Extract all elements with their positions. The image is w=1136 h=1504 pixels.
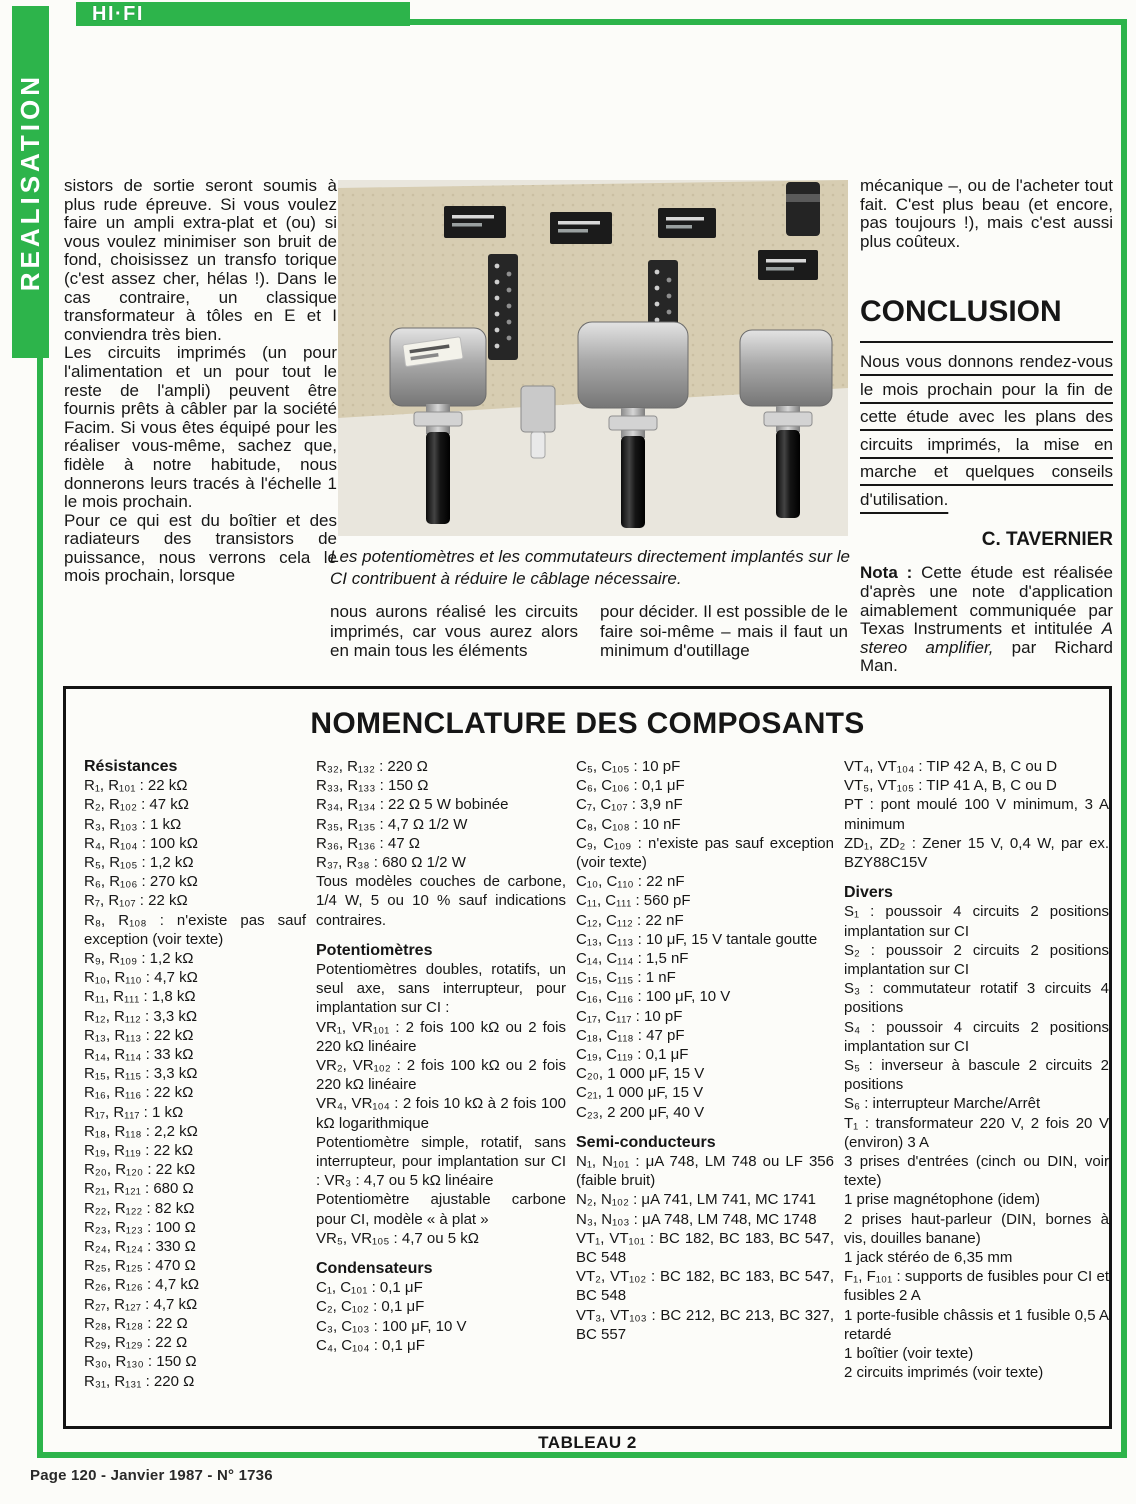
nomenclature-item: C₂₁, 1 000 μF, 15 V [576,1084,704,1102]
nomenclature-item: ZD₁, ZD₂ : Zener 15 V, 0,4 W, par ex. BZY88C15V [844,834,1109,872]
photo-potentiometers [338,180,848,536]
nomenclature-item: R₃₁, R₁₃₁ : 220 Ω [84,1372,195,1390]
ic-chip [758,250,818,280]
conclusion-heading: CONCLUSION [860,295,1062,329]
conclusion-paragraph: Nous vous donnons rendez-vous le mois prochain pour la fin de cette étude avec les plans des circuits imprimés, la mise en marche et quelques conseils d'utilisation. [860,341,1113,513]
realisation-label: REALISATION [15,72,45,292]
nomenclature-item: VR₅, VR₁₀₅ : 4,7 ou 5 kΩ [316,1229,479,1247]
realisation-sidebar [12,6,49,358]
green-frame-left [37,356,43,1456]
nomenclature-item: C₂₀, 1 000 μF, 15 V [576,1065,705,1083]
vertical-component [488,254,518,360]
nomenclature-item: S₄ : poussoir 4 circuits 2 positions implantation sur CI [844,1018,1109,1055]
nomenclature-item: C₁₈, C₁₁₈ : 47 pF [576,1026,685,1044]
nomenclature-column-divers [844,757,1109,1391]
nota-text: par Richard Man. [860,637,1113,676]
green-frame-top [410,19,1127,25]
nomenclature-item: N₃, N₁₀₃ : μA 748, LM 748, MC 1748 [576,1210,817,1228]
nomenclature-item: C₁₂, C₁₁₂ : 22 nF [576,911,684,929]
nomenclature-item: VR₄, VR₁₀₄ : 2 fois 10 kΩ à 2 fois 100 kΩ logarithmique [316,1095,566,1132]
nomenclature-item: R₂₄, R₁₂₄ : 330 Ω [84,1238,196,1256]
nomenclature-item: R₃₇, R₃₈ : 680 Ω 1/2 W [316,854,466,872]
nomenclature-item: 1 boîtier (voir texte) [844,1345,974,1363]
green-frame-right [1121,19,1127,1458]
nomenclature-section-header: Semi-conducteurs [576,1133,716,1151]
nomenclature-section-header: Potentiomètres [316,941,433,959]
nomenclature-item: N₁, N₁₀₁ : μA 748, LM 748 ou LF 356 (faible bruit) [576,1153,834,1190]
nomenclature-item: R₂₉, R₁₂₉ : 22 Ω [84,1334,188,1352]
photo-caption: Les potentiomètres et les commutateurs directement implantés sur le CI contribuent à réduire le câblage nécessaire. [330,547,850,588]
nomenclature-item: Potentiomètre ajustable carbone pour CI, modèle « à plat » [316,1191,566,1228]
nomenclature-item: C₂, C₁₀₂ : 0,1 μF [316,1298,425,1316]
nomenclature-item: VR₂, VR₁₀₂ : 2 fois 100 kΩ ou 2 fois 220 kΩ linéaire [316,1057,566,1094]
nomenclature-item: R₅, R₁₀₅ : 1,2 kΩ [84,854,194,872]
ic-chip [444,206,506,238]
nomenclature-item: 2 prises haut-parleur (DIN, bornes à vis, douilles banane) [844,1210,1109,1247]
nomenclature-item: R₃₃, R₁₃₃ : 150 Ω [316,777,429,795]
nomenclature-item: 1 porte-fusible châssis et 1 fusible 0,5 A retardé [844,1306,1109,1343]
nomenclature-item: R₂₃, R₁₂₃ : 100 Ω [84,1218,196,1236]
nomenclature-item: S₆ : interrupteur Marche/Arrêt [844,1095,1041,1113]
nomenclature-item: R₂₆, R₁₂₆ : 4,7 kΩ [84,1276,200,1294]
nomenclature-item: C₃, C₁₀₃ : 100 μF, 10 V [316,1317,467,1335]
nomenclature-item: C₁₆, C₁₁₆ : 100 μF, 10 V [576,988,731,1006]
nomenclature-item: S₂ : poussoir 2 circuits 2 positions implantation sur CI [844,941,1109,979]
nomenclature-column-potentiometres [316,757,566,1391]
hifi-label: HI·FI [92,2,144,25]
nomenclature-item: R₁₃, R₁₁₃ : 22 kΩ [84,1026,194,1044]
nomenclature-item: VT₂, VT₁₀₂ : BC 182, BC 183, BC 547, BC 548 [576,1268,834,1305]
nomenclature-item: VT₃, VT₁₀₃ : BC 212, BC 213, BC 327, BC 557 [576,1306,834,1343]
nomenclature-item: R₄, R₁₀₄ : 100 kΩ [84,834,198,852]
nomenclature-item: C₈, C₁₀₈ : 10 nF [576,815,681,833]
author-byline: C. TAVERNIER [981,529,1113,551]
nomenclature-item: VT₅, VT₁₀₅ : TIP 41 A, B, C ou D [844,777,1057,795]
nomenclature-section-header: Résistances [84,758,178,775]
ic-chip [658,208,716,238]
electrolytic-capacitor [786,182,820,236]
hifi-section-banner [76,2,410,26]
nomenclature-item: R₃₂, R₁₃₂ : 220 Ω [316,758,428,775]
nomenclature-item: R₂₅, R₁₂₅ : 470 Ω [84,1257,196,1275]
article-paragraph: mécanique –, ou de l'acheter tout fait. C'est plus beau (et encore, pas toujours !), mais c'est aussi plus coûteux. [860,176,1113,251]
nomenclature-item: 1 prise magnétophone (idem) [844,1191,1040,1209]
photo-illustration [338,180,848,536]
article-paragraph: sistors de sortie seront soumis à plus rude épreuve. Si vous voulez faire un ampli extra-plat et (ou) si vous voulez minimiser son bruit de fond, choisissez un transfo torique (c'est assez cher, hélas !). Dans le cas contraire, un classique transformateur à tôles en E et I conviendra très bien. [64,176,337,344]
nomenclature-item: R₁₇, R₁₁₇ : 1 kΩ [84,1103,184,1121]
nomenclature-item: VT₄, VT₁₀₄ : TIP 42 A, B, C ou D [844,758,1058,775]
nomenclature-item: R₁₄, R₁₁₄ : 33 kΩ [84,1046,194,1064]
nomenclature-item: C₁₄, C₁₁₄ : 1,5 nF [576,950,689,968]
nomenclature-item: 1 jack stéréo de 6,35 mm [844,1249,1013,1267]
nomenclature-item: C₁₇, C₁₁₇ : 10 pF [576,1007,683,1025]
page-footer: Page 120 - Janvier 1987 - N° 1736 [30,1467,273,1484]
nomenclature-item: VR₁, VR₁₀₁ : 2 fois 100 kΩ ou 2 fois 220 kΩ linéaire [316,1018,566,1055]
nomenclature-item: C₁₃, C₁₁₃ : 10 μF, 15 V tantale goutte [576,930,818,948]
article-paragraph: Pour ce qui est du boîtier et des radiateurs des transistors de puissance, nous verrons cela le mois prochain, lorsque [64,510,337,586]
nomenclature-item: C₄, C₁₀₄ : 0,1 μF [316,1336,425,1354]
nota-italic-title: A stereo amplifier, [860,619,1113,657]
nomenclature-item: C₅, C₁₀₅ : 10 pF [576,758,681,775]
nomenclature-item: PT : pont moulé 100 V minimum, 3 A minimum [844,796,1109,833]
nomenclature-section-header: Divers [844,884,893,902]
nomenclature-item: C₁₉, C₁₁₉ : 0,1 μF [576,1046,689,1064]
nomenclature-item: R₃₀, R₁₃₀ : 150 Ω [84,1353,197,1371]
nomenclature-item: R₆, R₁₀₆ : 270 kΩ [84,873,198,891]
nomenclature-item: 2 circuits imprimés (voir texte) [844,1364,1044,1382]
nomenclature-item: R₁₅, R₁₁₅ : 3,3 kΩ [84,1065,198,1083]
nomenclature-item: C₉, C₁₀₉ : n'existe pas sauf exception (voir texte) [576,834,834,872]
ic-chip [550,212,612,244]
nomenclature-item: R₉, R₁₀₉ : 1,2 kΩ [84,950,194,968]
nomenclature-item: S₁ : poussoir 4 circuits 2 positions implantation sur CI [844,903,1109,940]
nomenclature-item: R₂₇, R₁₂₇ : 4,7 kΩ [84,1295,198,1313]
nomenclature-item: R₂, R₁₀₂ : 47 kΩ [84,796,189,814]
nomenclature-item: Tous modèles couches de carbone, 1/4 W, 5 ou 10 % sauf indications contraires. [316,873,566,929]
article-column-right [860,177,1113,676]
nomenclature-item: C₂₃, 2 200 μF, 40 V [576,1103,705,1121]
nomenclature-item: R₂₂, R₁₂₂ : 82 kΩ [84,1199,195,1217]
nomenclature-item: C₁₅, C₁₁₅ : 1 nF [576,969,676,987]
nomenclature-item: 3 prises d'entrées (cinch ou DIN, voir texte) [844,1153,1109,1190]
nomenclature-section-header: Condensateurs [316,1260,433,1278]
nomenclature-item: C₇, C₁₀₇ : 3,9 nF [576,796,683,814]
article-paragraph: Les circuits imprimés (un pour l'alimentation et un pour tout le reste de l'ampli) peuvent être fournis prêts à câbler par la société Facim. Si vous êtes équipé pour les réaliser vous-même, sachez que, fidèle à notre habitude, nous donnerons leurs tracés à l'échelle 1 le mois prochain. [64,343,337,512]
nomenclature-column-condensateurs [576,757,834,1391]
nomenclature-item: C₆, C₁₀₆ : 0,1 μF [576,777,685,795]
nota-text: Cette étude est réalisée d'après une note d'application aimablement communiquée par Texas Instruments et intitulée [860,563,1113,639]
nomenclature-item: R₁₉, R₁₁₉ : 22 kΩ [84,1142,194,1160]
article-column-left [64,177,337,586]
nomenclature-item: R₁₆, R₁₁₆ : 22 kΩ [84,1084,194,1102]
nomenclature-item: C₁₁, C₁₁₁ : 560 pF [576,892,691,910]
nomenclature-box [63,686,1112,1429]
nomenclature-item: R₁₂, R₁₁₂ : 3,3 kΩ [84,1007,198,1025]
article-columns-middle [330,602,848,661]
nomenclature-title: NOMENCLATURE DES COMPOSANTS [310,707,865,740]
tableau-label: TABLEAU 2 [538,1433,637,1452]
nomenclature-item: R₃₅, R₁₃₅ : 4,7 Ω 1/2 W [316,815,468,833]
nomenclature-item: T₁ : transformateur 220 V, 2 fois 20 V (environ) 3 A [844,1114,1109,1151]
nomenclature-item: S₅ : inverseur à bascule 2 circuits 2 positions [844,1057,1109,1094]
nomenclature-item: R₃, R₁₀₃ : 1 kΩ [84,815,182,833]
nomenclature-item: R₁₁, R₁₁₁ : 1,8 kΩ [84,988,196,1006]
nomenclature-item: R₁, R₁₀₁ : 22 kΩ [84,777,188,795]
nomenclature-item: C₁, C₁₀₁ : 0,1 μF [316,1279,423,1297]
nomenclature-item: R₇, R₁₀₇ : 22 kΩ [84,892,188,910]
nomenclature-item: VT₁, VT₁₀₁ : BC 182, BC 183, BC 547, BC 548 [576,1229,834,1267]
nomenclature-column-resistances [84,757,306,1391]
nomenclature-item: R₂₁, R₁₂₁ : 680 Ω [84,1180,194,1198]
nomenclature-item: R₂₀, R₁₂₀ : 22 kΩ [84,1161,196,1179]
nomenclature-item: C₁₀, C₁₁₀ : 22 nF [576,873,685,891]
nomenclature-item: Potentiomètres doubles, rotatifs, un seul axe, sans interrupteur, pour implantation sur CI : [316,961,566,1017]
nomenclature-item: R₂₈, R₁₂₈ : 22 Ω [84,1314,188,1332]
nomenclature-item: F₁, F₁₀₁ : supports de fusibles pour CI et fusibles 2 A [844,1268,1109,1305]
nota-label: Nota : [860,563,913,583]
nomenclature-item: R₁₀, R₁₁₀ : 4,7 kΩ [84,969,198,987]
nomenclature-item: N₂, N₁₀₂ : μA 741, LM 741, MC 1741 [576,1191,817,1209]
nomenclature-item: R₈, R₁₀₈ : n'existe pas sauf exception (voir texte) [84,911,306,948]
nomenclature-columns [66,741,1109,1391]
article-paragraph: nous aurons réalisé les circuits imprimés, car vous aurez alors en main tous les éléments [330,602,578,660]
nomenclature-item: R₃₄, R₁₃₄ : 22 Ω 5 W bobinée [316,796,509,814]
nomenclature-item: R₃₆, R₁₃₆ : 47 Ω [316,834,420,852]
nomenclature-item: S₃ : commutateur rotatif 3 circuits 4 positions [844,980,1109,1017]
nomenclature-item: R₁₈, R₁₁₈ : 2,2 kΩ [84,1122,198,1140]
article-paragraph: pour décider. Il est possible de le faire soi-même – mais il faut un minimum d'outillage [600,602,848,660]
nota-paragraph [860,564,1113,676]
nomenclature-item: Potentiomètre simple, rotatif, sans interrupteur, pour implantation sur CI : VR₃ : 4,7 ou 5 kΩ linéaire [316,1133,566,1190]
